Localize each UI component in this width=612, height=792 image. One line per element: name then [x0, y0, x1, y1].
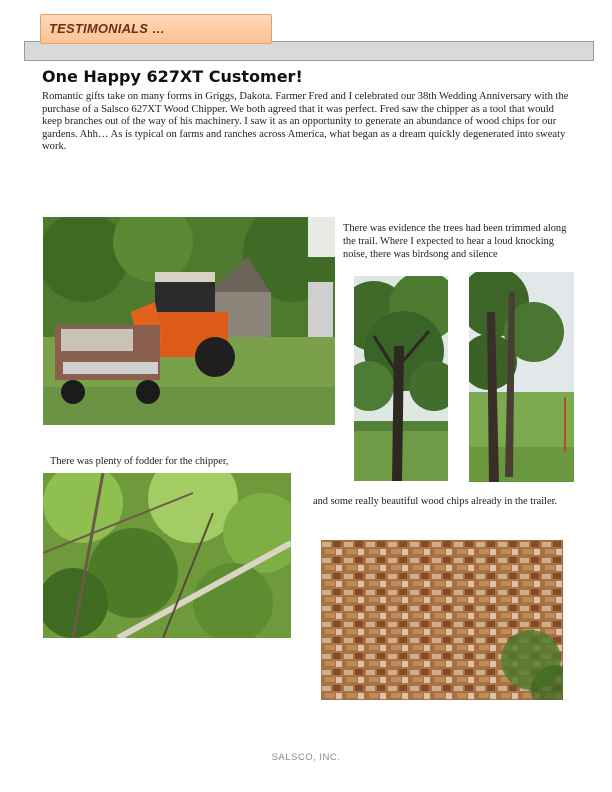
chips-caption: and some really beautiful wood chips already in the trailer. [313, 496, 558, 507]
truck-tractor-chipper-photo [43, 217, 335, 425]
trimmed-tree-photo-right [469, 272, 574, 482]
section-tab [40, 14, 272, 44]
footer-company: SALSCO, INC. [271, 752, 341, 763]
fodder-caption: There was plenty of fodder for the chipper, [50, 456, 229, 467]
section-tab-label: TESTIMONIALS … [49, 21, 166, 36]
trimmed-tree-photo-left [354, 276, 448, 481]
wood-chips-photo [321, 540, 563, 700]
header-bar [24, 41, 594, 61]
article-heading: One Happy 627XT Customer! [42, 67, 303, 86]
trees-caption: There was evidence the trees had been trimmed along the trail. Where I expected to hear a loud knocking noise, there was birdsong and silence [343, 223, 567, 260]
intro-paragraph: Romantic gifts take on many forms in Griggs, Dakota. Farmer Fred and I celebrated our 38th Wedding Anniversary with the purchase of a Salsco 627XT Wood Chipper. We both agreed that it was perfect. Fred saw the chipper as a tool that would keep branches out of the way of his machinery. I saw it as an opportunity to generate an abundance of wood chips for our gardens. Ahh… As is typical on farms and ranches across America, what began as a dream quickly degenerated into sweaty work. [42, 91, 569, 153]
branch-pile-photo [43, 473, 291, 638]
